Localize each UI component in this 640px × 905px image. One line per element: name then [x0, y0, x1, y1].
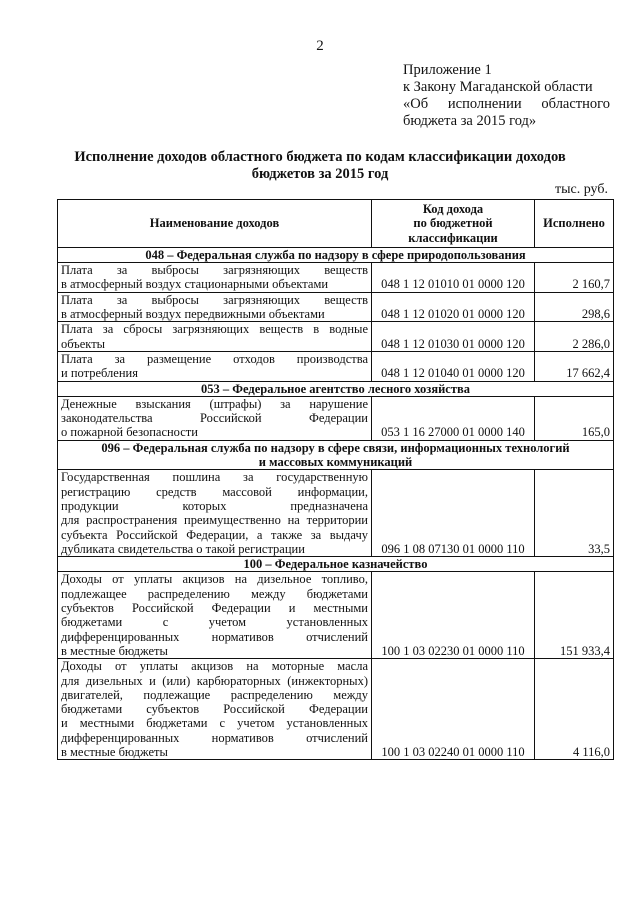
- income-name-line: объекты: [61, 336, 106, 351]
- income-name: [58, 396, 372, 440]
- income-name-line: и потребления: [61, 366, 138, 381]
- income-name-line: дифференцированных нормативов отчислений: [61, 730, 368, 745]
- section-title-line: и массовых коммуникаций: [258, 455, 413, 470]
- table-row: [58, 263, 614, 293]
- income-code: 100 1 03 02240 01 0000 110: [372, 659, 535, 760]
- income-name-line: регистрацию средств массовой информации,: [61, 484, 368, 499]
- section-title: [58, 247, 614, 262]
- income-code: 053 1 16 27000 01 0000 140: [372, 396, 535, 440]
- income-name: [58, 263, 372, 293]
- income-name: [58, 470, 372, 557]
- income-name-line: для распространения преимущественно на территории: [61, 513, 368, 528]
- income-code: 048 1 12 01040 01 0000 120: [372, 351, 535, 381]
- section-title-line: 048 – Федеральная служба по надзору в сфере природопользования: [145, 247, 526, 262]
- income-name-line: Плата за сбросы загрязняющих веществ в водные: [61, 322, 368, 337]
- appendix-line: «Об исполнении областного: [403, 96, 610, 112]
- income-name-line: Плата за выбросы загрязняющих веществ: [61, 292, 368, 307]
- header-code-line: по бюджетной: [413, 216, 493, 231]
- section-row: [58, 557, 614, 572]
- income-code: 048 1 12 01030 01 0000 120: [372, 322, 535, 352]
- income-code: 096 1 08 07130 01 0000 110: [372, 470, 535, 557]
- table-row: [58, 322, 614, 352]
- income-code: 100 1 03 02230 01 0000 110: [372, 572, 535, 659]
- income-name-line: дубликата свидетельства о такой регистрации: [61, 541, 305, 556]
- table-row: [58, 292, 614, 322]
- income-name: [58, 322, 372, 352]
- appendix-line: Приложение 1: [403, 62, 492, 78]
- table-header-row: [58, 200, 614, 248]
- section-row: [58, 381, 614, 396]
- section-row: [58, 440, 614, 470]
- appendix-line: бюджета за 2015 год»: [403, 113, 537, 129]
- income-amount: 165,0: [535, 396, 614, 440]
- income-name-line: подлежащее распределению между бюджетами: [61, 586, 368, 601]
- income-name: [58, 659, 372, 760]
- table-row: [58, 572, 614, 659]
- title-line: Исполнение доходов областного бюджета по кодам классификации доходов: [74, 149, 566, 165]
- table-row: [58, 396, 614, 440]
- section-row: [58, 247, 614, 262]
- document-title: [40, 149, 600, 183]
- income-amount: 17 662,4: [535, 351, 614, 381]
- income-name-line: субъектов Российской Федерации и местными: [61, 601, 368, 616]
- income-amount: 151 933,4: [535, 572, 614, 659]
- income-name-line: бюджетами с учетом установленных: [61, 615, 368, 630]
- income-name-line: и местными бюджетами с учетом установленных: [61, 716, 368, 731]
- header-amount: Исполнено: [535, 200, 614, 248]
- income-code: 048 1 12 01010 01 0000 120: [372, 263, 535, 293]
- income-name-line: законодательства Российской Федерации: [61, 411, 368, 426]
- section-title-line: 100 – Федеральное казначейство: [243, 557, 428, 572]
- income-name-line: бюджетами субъектов Российской Федерации: [61, 702, 368, 717]
- income-name-line: дифференцированных нормативов отчислений: [61, 629, 368, 644]
- appendix-line: к Закону Магаданской области: [403, 79, 593, 95]
- table-body: [58, 247, 614, 759]
- section-title-line: 096 – Федеральная служба по надзору в сфере связи, информационных технологий: [101, 440, 570, 455]
- unit-label: тыс. руб.: [555, 182, 608, 197]
- table-row: [58, 659, 614, 760]
- income-amount: 33,5: [535, 470, 614, 557]
- income-name-line: в атмосферный воздух стационарными объектами: [61, 277, 329, 292]
- income-amount: 4 116,0: [535, 659, 614, 760]
- income-name: [58, 572, 372, 659]
- income-table: [57, 199, 614, 760]
- income-name-line: Плата за выбросы загрязняющих веществ: [61, 263, 368, 278]
- section-title: [58, 557, 614, 572]
- income-name-line: Государственная пошлина за государственную: [61, 470, 368, 485]
- income-amount: 2 160,7: [535, 263, 614, 293]
- income-name-line: Плата за размещение отходов производства: [61, 351, 368, 366]
- income-name-line: Доходы от уплаты акцизов на дизельное топливо,: [61, 572, 368, 587]
- income-name-line: в местные бюджеты: [61, 744, 168, 759]
- header-code: [372, 200, 535, 248]
- title-line: бюджетов за 2015 год: [251, 166, 389, 182]
- income-name-line: двигателей, подлежащие распределению между: [61, 687, 368, 702]
- page-number: 2: [316, 38, 324, 54]
- income-name-line: в атмосферный воздух передвижными объектами: [61, 307, 325, 322]
- income-name-line: о пожарной безопасности: [61, 425, 198, 440]
- income-name-line: Доходы от уплаты акцизов на моторные масла: [61, 659, 368, 674]
- section-title-line: 053 – Федеральное агентство лесного хозяйства: [201, 381, 470, 396]
- income-amount: 2 286,0: [535, 322, 614, 352]
- income-name-line: продукции которых предназначена: [61, 498, 368, 513]
- income-name-line: в местные бюджеты: [61, 643, 168, 658]
- income-name: [58, 292, 372, 322]
- income-name-line: Денежные взыскания (штрафы) за нарушение: [61, 396, 368, 411]
- appendix-note: [403, 62, 610, 130]
- section-title: [58, 381, 614, 396]
- header-code-line: классификации: [408, 230, 498, 245]
- income-name: [58, 351, 372, 381]
- income-amount: 298,6: [535, 292, 614, 322]
- income-name-line: субъекта Российской Федерации, а также за выдачу: [61, 527, 368, 542]
- section-title: [58, 440, 614, 470]
- table-row: [58, 470, 614, 557]
- income-code: 048 1 12 01020 01 0000 120: [372, 292, 535, 322]
- header-code-line: Код дохода: [422, 202, 484, 216]
- table-row: [58, 351, 614, 381]
- income-name-line: для дизельных и (или) карбюраторных (инжекторных): [61, 673, 368, 688]
- header-name: Наименование доходов: [58, 200, 372, 248]
